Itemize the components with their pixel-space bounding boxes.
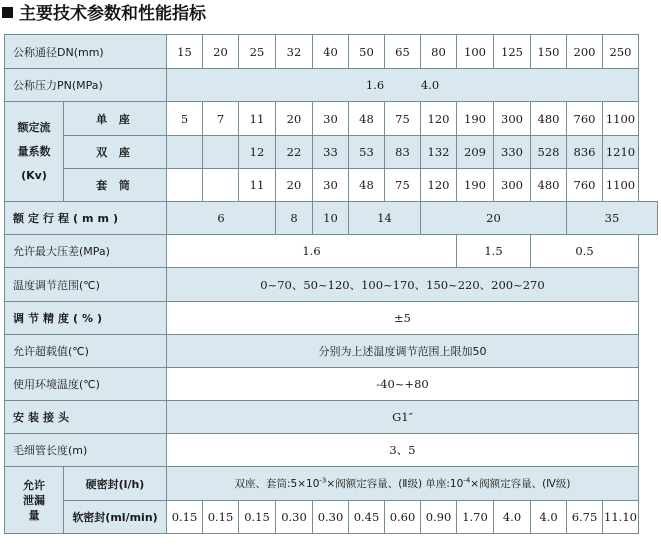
- kv-cell: 836: [567, 136, 603, 169]
- kv-cell: 30: [313, 169, 349, 202]
- max-dp-cell: 1.6: [167, 235, 457, 268]
- stroke-cell: 8: [276, 202, 313, 235]
- max-dp-label: 允许最大压差(MPa): [5, 235, 167, 268]
- stroke-label: 额定行程(mm): [5, 202, 167, 235]
- ambient-label: 使用环境温度(℃): [5, 368, 167, 401]
- dn-cell: 200: [567, 35, 603, 69]
- kv-cell: 11: [239, 169, 276, 202]
- kv-cell: 53: [349, 136, 385, 169]
- accuracy-label: 调节精度(%): [5, 302, 167, 335]
- section-title: [2, 1, 206, 27]
- leak-soft-cell: 4.0: [531, 501, 567, 534]
- leak-soft-cell: 0.15: [167, 501, 203, 534]
- square-bullet-icon: [2, 7, 13, 18]
- joint-value: G1″: [167, 401, 639, 434]
- section-title-text: 主要技术参数和性能指标: [19, 4, 206, 24]
- leak-hard-row: [5, 467, 658, 501]
- kv-cell: 528: [531, 136, 567, 169]
- leak-hard-part-b: ×阀额定容量、(Ⅱ级) 单座:10: [326, 478, 464, 490]
- kv-cell: 760: [567, 102, 603, 136]
- kv-cell: 132: [421, 136, 457, 169]
- kv-cell: 300: [494, 169, 531, 202]
- kv-cell: 48: [349, 169, 385, 202]
- dn-cell: 40: [313, 35, 349, 69]
- kv-sleeve-label: 套 筒: [64, 169, 167, 202]
- spec-table: [4, 34, 658, 534]
- leak-hard-exp-a: -3: [319, 476, 327, 485]
- kv-cell: 48: [349, 102, 385, 136]
- leak-soft-cell: 0.45: [349, 501, 385, 534]
- temp-range-value: 0~70、50~120、100~170、150~220、200~270: [167, 268, 639, 302]
- leak-group-label: [5, 467, 64, 534]
- kv-group-line-3: (Kv): [21, 168, 47, 182]
- kv-cell: 300: [494, 102, 531, 136]
- overtemp-label: 允许超载值(℃): [5, 335, 167, 368]
- kv-cell: [167, 136, 203, 169]
- kv-cell: 75: [385, 102, 421, 136]
- kv-cell: 83: [385, 136, 421, 169]
- kv-cell: 1100: [603, 102, 639, 136]
- leak-soft-cell: 6.75: [567, 501, 603, 534]
- dn-cell: 80: [421, 35, 457, 69]
- kv-single-row: [5, 102, 658, 136]
- pn-row: [5, 69, 658, 102]
- kv-cell: 30: [313, 102, 349, 136]
- kv-cell: 120: [421, 169, 457, 202]
- kv-double-row: [5, 136, 658, 169]
- kv-double-label: 双 座: [64, 136, 167, 169]
- leak-soft-cell: 1.70: [457, 501, 494, 534]
- ambient-row: [5, 368, 658, 401]
- leak-group-line-1: 允许: [23, 478, 45, 492]
- leak-soft-cell: 0.30: [276, 501, 313, 534]
- kv-cell: 1210: [603, 136, 639, 169]
- kv-sleeve-row: [5, 169, 658, 202]
- dn-cell: 15: [167, 35, 203, 69]
- kv-cell: 33: [313, 136, 349, 169]
- capillary-value: 3、5: [167, 434, 639, 467]
- stroke-cell: 14: [349, 202, 421, 235]
- max-dp-row: [5, 235, 658, 268]
- dn-cell: 50: [349, 35, 385, 69]
- kv-cell: 12: [239, 136, 276, 169]
- kv-cell: 190: [457, 169, 494, 202]
- kv-cell: 22: [276, 136, 313, 169]
- accuracy-value: ±5: [167, 302, 639, 335]
- max-dp-cell: 0.5: [531, 235, 639, 268]
- leak-soft-cell: 0.60: [385, 501, 421, 534]
- kv-cell: [203, 169, 239, 202]
- kv-cell: 330: [494, 136, 531, 169]
- dn-cell: 150: [531, 35, 567, 69]
- kv-cell: 20: [276, 169, 313, 202]
- dn-cell: 250: [603, 35, 639, 69]
- dn-cell: 100: [457, 35, 494, 69]
- leak-soft-cell: 0.90: [421, 501, 457, 534]
- capillary-label: 毛细管长度(m): [5, 434, 167, 467]
- kv-cell: 480: [531, 169, 567, 202]
- dn-cell: 25: [239, 35, 276, 69]
- leak-hard-value: [167, 467, 639, 501]
- leak-soft-cell: 0.15: [203, 501, 239, 534]
- leak-soft-cell: 4.0: [494, 501, 531, 534]
- stroke-cell: 6: [167, 202, 276, 235]
- leak-soft-row: [5, 501, 658, 534]
- kv-cell: 480: [531, 102, 567, 136]
- kv-cell: 20: [276, 102, 313, 136]
- accuracy-row: [5, 302, 658, 335]
- kv-cell: 11: [239, 102, 276, 136]
- overtemp-value: 分别为上述温度调节范围上限加50: [167, 335, 639, 368]
- capillary-row: [5, 434, 658, 467]
- kv-cell: 760: [567, 169, 603, 202]
- leak-soft-cell: 0.30: [313, 501, 349, 534]
- dn-label: 公称通径DN(mm): [5, 35, 167, 69]
- leak-soft-label: 软密封(ml/min): [64, 501, 167, 534]
- pn-values: [167, 69, 639, 102]
- leak-soft-cell: 11.10: [603, 501, 639, 534]
- kv-cell: 120: [421, 102, 457, 136]
- dn-cell: 32: [276, 35, 313, 69]
- leak-soft-cell: 0.15: [239, 501, 276, 534]
- stroke-cell: 10: [313, 202, 349, 235]
- kv-cell: 1100: [603, 169, 639, 202]
- stroke-cell: 20: [421, 202, 567, 235]
- leak-hard-label: 硬密封(l/h): [64, 467, 167, 501]
- kv-cell: 75: [385, 169, 421, 202]
- leak-hard-exp-b: -4: [463, 476, 471, 485]
- dn-cell: 125: [494, 35, 531, 69]
- dn-cell: 65: [385, 35, 421, 69]
- joint-label: 安装接头: [5, 401, 167, 434]
- pn-value-1: 1.6: [365, 78, 385, 92]
- max-dp-cell: 1.5: [457, 235, 531, 268]
- joint-row: [5, 401, 658, 434]
- kv-cell: 209: [457, 136, 494, 169]
- kv-cell: 190: [457, 102, 494, 136]
- kv-cell: 7: [203, 102, 239, 136]
- kv-cell: [203, 136, 239, 169]
- overtemp-row: [5, 335, 658, 368]
- kv-group-line-1: 额定流: [17, 120, 51, 134]
- leak-group-line-3: 量: [28, 508, 40, 522]
- kv-group-line-2: 量系数: [17, 144, 51, 158]
- temp-range-row: [5, 268, 658, 302]
- kv-single-label: 单 座: [64, 102, 167, 136]
- dn-row: [5, 35, 658, 69]
- leak-hard-part-c: ×阀额定容量、(Ⅳ级): [470, 478, 571, 490]
- ambient-value: -40~+80: [167, 368, 639, 401]
- leak-group-line-2: 泄漏: [23, 493, 45, 507]
- leak-hard-part-a: 双座、套筒:5×10: [234, 478, 320, 490]
- kv-cell: [167, 169, 203, 202]
- stroke-row: [5, 202, 658, 235]
- kv-group-label: [5, 102, 64, 202]
- dn-cell: 20: [203, 35, 239, 69]
- pn-value-2: 4.0: [420, 78, 440, 92]
- kv-cell: 5: [167, 102, 203, 136]
- temp-range-label: 温度调节范围(℃): [5, 268, 167, 302]
- pn-label: 公称压力PN(MPa): [5, 69, 167, 102]
- stroke-cell: 35: [567, 202, 658, 235]
